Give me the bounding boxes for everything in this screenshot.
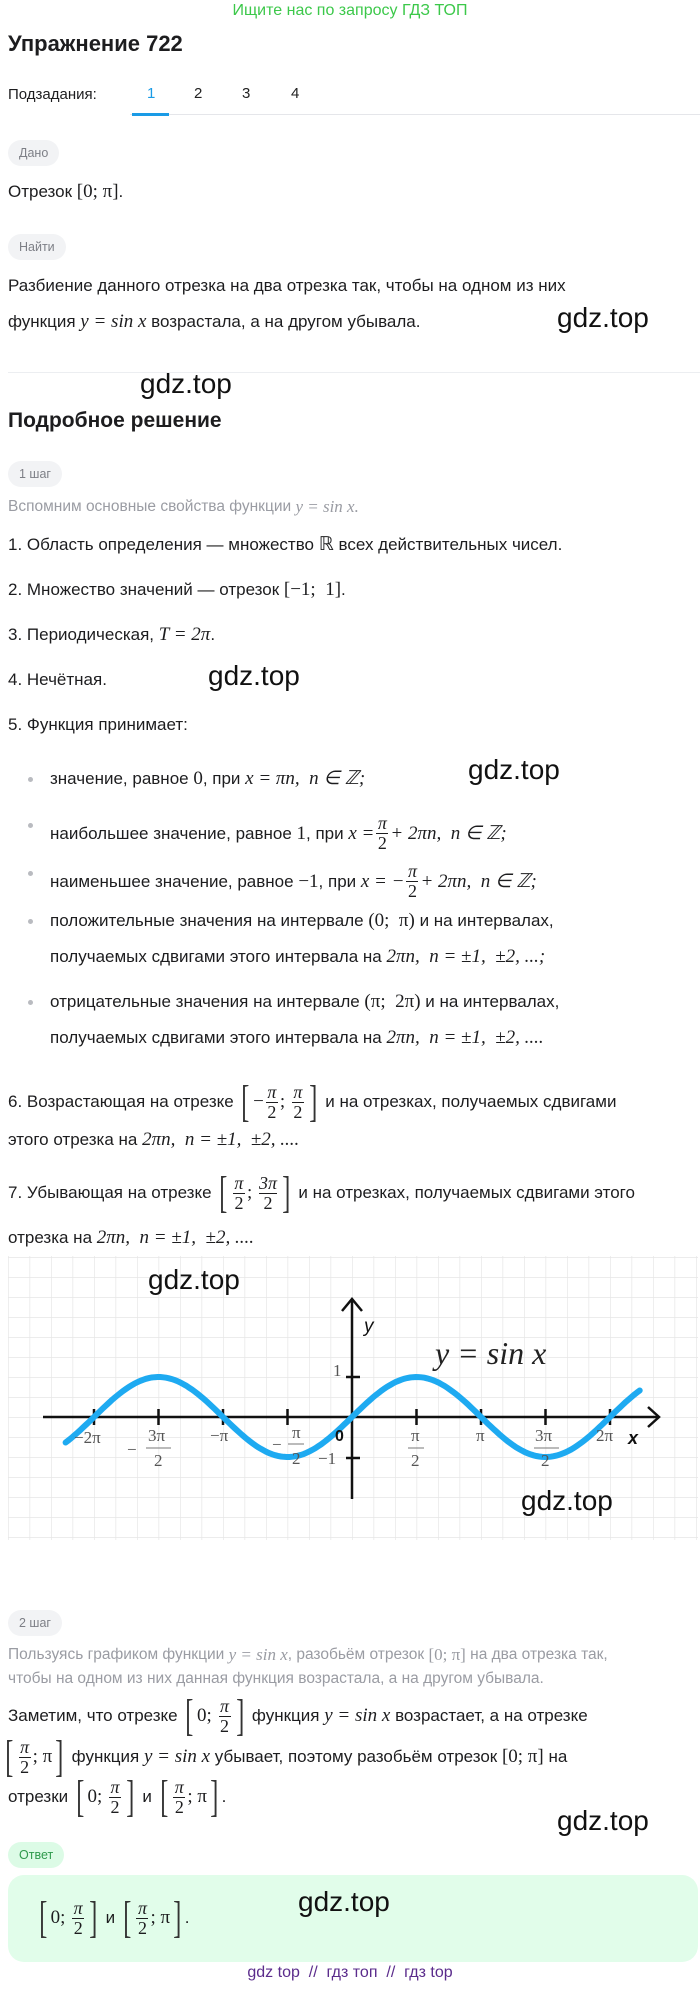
denominator: 2	[73, 1917, 83, 1938]
axis-label-y: y	[364, 1316, 374, 1337]
math: ; π	[32, 1746, 53, 1767]
numerator: π	[293, 1081, 303, 1102]
answer-content	[36, 1893, 190, 1942]
bracket-right: ]	[210, 1772, 219, 1821]
fraction	[19, 1738, 31, 1777]
math: 2πn, n = ±1, ±2, ....	[142, 1129, 300, 1150]
watermark: gdz.top	[557, 1805, 649, 1836]
tick-label-pi: π	[476, 1426, 485, 1445]
tab-3[interactable]: 3	[242, 85, 251, 102]
text: наибольшее значение, равное	[50, 823, 297, 843]
step1-badge: 1 шаг	[8, 461, 62, 487]
bracket-right: ]	[126, 1772, 135, 1821]
math: (π; 2π)	[364, 991, 421, 1012]
math: y = sin x	[228, 1645, 288, 1664]
tick-label-den: 2	[154, 1451, 163, 1470]
math: 2πn, n = ±1, ±2, ...;	[386, 946, 546, 967]
bullet-dot	[28, 1000, 33, 1005]
text: Заметим, что отрезке	[8, 1706, 183, 1725]
numerator: π	[73, 1897, 83, 1918]
property-5: 5. Функция принимает:	[8, 715, 188, 734]
text: наименьшее значение, равное	[50, 871, 299, 891]
step2-line-2	[5, 1732, 568, 1781]
math: [0; π]	[501, 1746, 544, 1767]
solution-heading: Подробное решение	[8, 409, 222, 432]
y-label-minus-1: −1	[318, 1449, 337, 1468]
bracket-right: ]	[173, 1893, 182, 1942]
tick-label-den: 2	[411, 1451, 420, 1470]
step2-line-3	[8, 1772, 227, 1821]
bracket-left: [	[39, 1893, 48, 1942]
text: .	[341, 580, 346, 599]
text: функция	[247, 1706, 325, 1725]
find-badge: Найти	[8, 234, 66, 260]
math: ;	[279, 1091, 290, 1112]
given-math: [0; π]	[76, 181, 119, 202]
tabs-divider	[130, 114, 700, 115]
find-line-1: Разбиение данного отрезка на два отрезка так, чтобы на одном из них	[8, 276, 566, 295]
bullet-dot	[28, 777, 33, 782]
denominator: 2	[110, 1796, 120, 1817]
fraction	[376, 814, 388, 853]
numerator: π	[174, 1776, 184, 1797]
fraction	[406, 862, 418, 901]
text: и на интервалах,	[414, 911, 554, 930]
tab-2[interactable]: 2	[194, 85, 203, 102]
bracket-left: [	[241, 1077, 250, 1126]
numerator: π	[267, 1081, 277, 1102]
bracket-right: ]	[235, 1691, 244, 1740]
bullet-min	[50, 862, 537, 901]
text: , при	[318, 871, 361, 891]
math: x = πn, n ∈ ℤ;	[245, 768, 366, 789]
math: [−1; 1]	[283, 579, 342, 600]
bullet-positive-cont	[50, 946, 545, 968]
given-text	[8, 181, 123, 203]
step2-intro-1	[8, 1644, 608, 1666]
math: y = sin x	[143, 1746, 211, 1767]
math: 0;	[87, 1786, 108, 1807]
math: + 2πn, n ∈ ℤ;	[420, 870, 537, 892]
page-title: Упражнение 722	[8, 31, 183, 56]
math: 1	[296, 822, 307, 844]
math: 2πn, n = ±1, ±2, ....	[96, 1227, 254, 1248]
text: и на интервалах,	[420, 992, 560, 1011]
find-math: y = sin x	[80, 311, 147, 332]
numerator: π	[407, 861, 417, 881]
watermark: gdz.top	[140, 368, 232, 399]
fraction	[259, 1174, 277, 1213]
section-divider	[8, 372, 700, 373]
bullet-zero	[50, 768, 365, 790]
math: −1	[298, 870, 319, 892]
text: , при	[202, 769, 246, 788]
numerator: π	[220, 1695, 230, 1716]
bullet-negative	[50, 991, 559, 1013]
tick-label-minus-2pi: −2π	[74, 1428, 101, 1447]
text: .	[184, 1908, 190, 1927]
text: этого отрезка на	[8, 1130, 143, 1149]
bracket-left: [	[76, 1772, 85, 1821]
tick-label-num: 3π	[535, 1426, 553, 1445]
intro-text: Вспомним основные свойства функции	[8, 498, 296, 515]
numerator: π	[110, 1776, 120, 1797]
denominator: 2	[234, 1192, 244, 1213]
text: 1. Область определения — множество	[8, 535, 319, 554]
fraction	[266, 1083, 278, 1122]
bullet-positive	[50, 910, 554, 932]
axis-label-x: x	[628, 1428, 639, 1448]
property-2	[8, 579, 346, 601]
property-6	[8, 1077, 617, 1126]
tick-label-den: 2	[541, 1451, 550, 1470]
text: убывает, поэтому разобьём отрезок	[210, 1747, 502, 1766]
find-text-a: функция	[8, 312, 81, 331]
given-label: Отрезок	[8, 182, 77, 201]
math: 0;	[197, 1705, 217, 1726]
math: ; π	[150, 1907, 171, 1928]
denominator: 2	[407, 881, 417, 901]
text: 7. Убывающая на отрезке	[8, 1183, 217, 1202]
bullet-dot	[28, 871, 33, 876]
text: .	[210, 625, 216, 644]
bracket-right: ]	[309, 1077, 318, 1126]
math: ;	[246, 1182, 257, 1203]
denominator: 2	[20, 1756, 30, 1777]
math: −	[253, 1091, 264, 1112]
text: 3. Периодическая,	[8, 625, 159, 644]
step2-intro-2: чтобы на одном из них данная функция возрастала, а на другом убывала.	[8, 1670, 544, 1687]
fraction	[136, 1899, 148, 1938]
find-line-2	[8, 311, 420, 333]
text: возрастает, а на отрезке	[390, 1706, 588, 1725]
math: 0;	[50, 1907, 71, 1928]
text: отрезки	[8, 1787, 73, 1806]
text: значение, равное	[50, 769, 194, 788]
text: функция	[66, 1747, 144, 1766]
numerator: π	[20, 1736, 30, 1757]
intro-math: y = sin x.	[295, 497, 359, 516]
watermark: gdz.top	[148, 1264, 240, 1295]
math: x = −	[360, 870, 405, 892]
math: 2πn, n = ±1, ±2, ....	[386, 1027, 544, 1048]
denominator: 2	[293, 1101, 303, 1122]
fraction	[219, 1697, 231, 1736]
text: .	[221, 1787, 227, 1806]
given-end: .	[118, 182, 124, 201]
footer-links[interactable]: gdz top // гдз топ // гдз top	[247, 1964, 453, 1981]
denominator: 2	[377, 833, 387, 853]
bracket-left: [	[159, 1772, 169, 1821]
math: T = 2π	[158, 624, 211, 645]
denominator: 2	[220, 1715, 230, 1736]
text: и на отрезках, получаемых сдвигами этого	[293, 1183, 635, 1202]
property-7	[8, 1168, 635, 1217]
math: y = sin x	[324, 1705, 391, 1726]
math: + 2πn, n ∈ ℤ;	[390, 822, 507, 844]
step2-badge: 2 шаг	[8, 1610, 62, 1636]
fraction	[72, 1899, 84, 1938]
text: на два отрезка так,	[465, 1646, 608, 1663]
text: и на отрезках, получаемых сдвигами	[320, 1092, 617, 1111]
bracket-right: ]	[55, 1732, 64, 1781]
text: 6. Возрастающая на отрезке	[8, 1092, 239, 1111]
tick-minus-sign: −	[127, 1440, 137, 1459]
text: на	[543, 1747, 568, 1766]
tick-label-2pi: 2π	[596, 1426, 614, 1445]
origin-label: 0	[335, 1428, 344, 1445]
given-badge: Дано	[8, 140, 59, 166]
denominator: 2	[174, 1796, 184, 1817]
math: ; π	[187, 1786, 207, 1807]
numerator: π	[234, 1172, 244, 1193]
bracket-left: [	[219, 1168, 228, 1217]
bracket-left: [	[5, 1732, 14, 1781]
watermark: gdz.top	[521, 1485, 613, 1516]
math: (0; π)	[368, 910, 415, 931]
tick-label-minus-pi: −π	[210, 1426, 229, 1445]
text: и	[100, 1908, 120, 1927]
numerator: 3π	[258, 1172, 277, 1193]
text: отрицательные значения на интервале	[50, 992, 365, 1011]
tick-minus-sign: −	[272, 1435, 282, 1454]
text: получаемых сдвигами этого интервала на	[50, 1028, 387, 1047]
math: ℝ	[318, 534, 334, 555]
numerator: π	[377, 813, 387, 833]
step2-line-1	[8, 1691, 588, 1740]
property-4: 4. Нечётная.	[8, 670, 107, 689]
property-1	[8, 534, 562, 556]
math: 0	[193, 768, 203, 789]
text: , разобьём отрезок	[287, 1646, 429, 1663]
fraction	[109, 1778, 121, 1817]
bracket-right: ]	[282, 1168, 291, 1217]
step1-intro	[8, 496, 359, 518]
text: 2. Множество значений — отрезок	[8, 580, 284, 599]
property-7-cont	[8, 1227, 254, 1249]
text: и	[137, 1787, 157, 1806]
bullet-dot	[28, 919, 33, 924]
y-label-1: 1	[333, 1361, 342, 1380]
tab-1[interactable]: 1	[147, 85, 156, 102]
tick-label-num: π	[411, 1426, 420, 1445]
bullet-max	[50, 814, 507, 853]
text: всех действительных чисел.	[333, 535, 563, 554]
text: , при	[306, 823, 349, 843]
text: получаемых сдвигами этого интервала на	[50, 947, 387, 966]
active-tab-indicator	[132, 113, 169, 116]
watermark: gdz.top	[208, 660, 300, 691]
bullet-negative-cont	[50, 1027, 544, 1049]
answer-badge: Ответ	[8, 1842, 64, 1868]
tick-label-num: π	[292, 1423, 301, 1442]
find-text-b: возрастала, а на другом убывала.	[146, 312, 421, 331]
math: x =	[348, 822, 375, 844]
tick-label-den: 2	[292, 1449, 301, 1468]
property-3	[8, 624, 215, 646]
bullet-dot	[28, 823, 33, 828]
text: Пользуясь графиком функции	[8, 1646, 229, 1663]
subtasks-label: Подзадания:	[8, 86, 97, 103]
denominator: 2	[137, 1917, 147, 1938]
text: положительные значения на интервале	[50, 911, 369, 930]
fraction	[173, 1778, 185, 1817]
tab-4[interactable]: 4	[291, 85, 300, 102]
numerator: π	[137, 1897, 147, 1918]
watermark: gdz.top	[298, 1886, 390, 1917]
watermark: gdz.top	[557, 302, 649, 333]
fraction	[233, 1174, 245, 1213]
tick-label-num: 3π	[148, 1426, 166, 1445]
search-banner: Ищите нас по запросу ГДЗ ТОП	[232, 2, 468, 19]
denominator: 2	[267, 1101, 277, 1122]
bracket-right: ]	[89, 1893, 98, 1942]
watermark: gdz.top	[468, 754, 560, 785]
fraction	[292, 1083, 304, 1122]
math: [0; π]	[428, 1645, 466, 1664]
function-label: y = sin x	[435, 1335, 547, 1371]
property-6-cont	[8, 1129, 299, 1151]
text: отрезка на	[8, 1228, 97, 1247]
denominator: 2	[263, 1192, 273, 1213]
bracket-left: [	[123, 1893, 132, 1942]
bracket-left: [	[185, 1691, 194, 1740]
